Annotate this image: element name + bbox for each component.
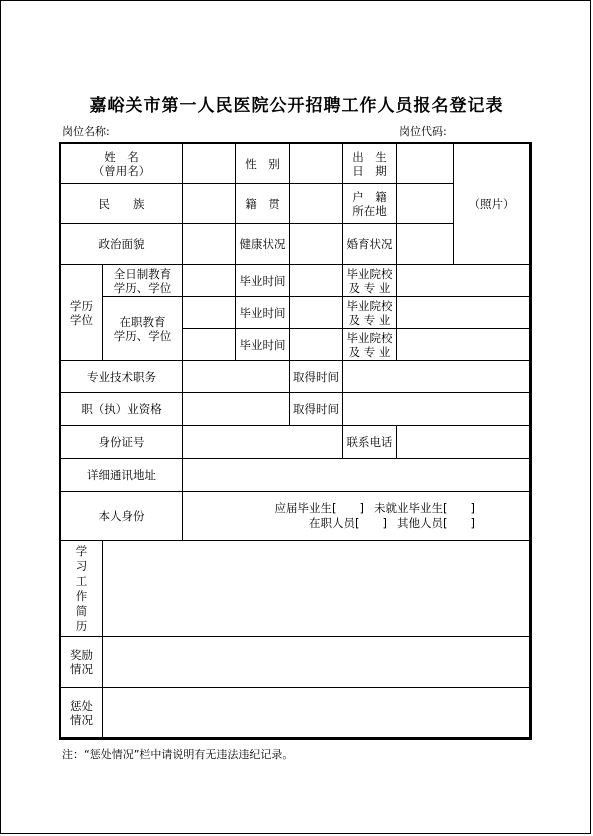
label-marital: 婚育状况 [343, 224, 397, 265]
field-name[interactable] [183, 144, 236, 184]
field-resume[interactable] [103, 541, 530, 637]
label-birth: 出 生 日 期 [343, 144, 397, 184]
label-identity: 本人身份 [61, 492, 183, 541]
field-grad-time-1[interactable] [290, 265, 343, 297]
field-fulltime-degree[interactable] [183, 265, 236, 297]
field-title-post[interactable] [183, 361, 290, 393]
label-political: 政治面貌 [61, 224, 183, 265]
field-gender[interactable] [290, 144, 343, 184]
label-inservice-edu: 在职教育 学历、学位 [103, 297, 183, 361]
field-political[interactable] [183, 224, 236, 265]
label-resume: 学 习 工 作 简 历 [61, 541, 103, 637]
label-native: 籍 贯 [236, 184, 290, 224]
field-school-major-3[interactable] [397, 329, 530, 361]
photo-box: （照片） [454, 144, 530, 265]
label-name: 姓 名 （曾用名） [61, 144, 183, 184]
label-qualification: 职（执）业资格 [61, 393, 183, 426]
field-inservice-degree-1[interactable] [183, 297, 236, 329]
label-hukou: 户 籍 所在地 [343, 184, 397, 224]
option-unemployed-graduate[interactable]: 未就业毕业生[ ] [374, 501, 475, 515]
label-grad-time-1: 毕业时间 [236, 265, 290, 297]
label-school-major-1: 毕业院校 及 专 业 [343, 265, 397, 297]
field-qualification[interactable] [183, 393, 290, 426]
label-penalty: 惩处 情况 [61, 688, 103, 738]
label-ethnicity: 民 族 [61, 184, 183, 224]
field-health[interactable] [290, 224, 343, 265]
field-ethnicity[interactable] [183, 184, 236, 224]
label-id-number: 身份证号 [61, 426, 183, 459]
field-native[interactable] [290, 184, 343, 224]
position-name-label: 岗位名称: [62, 125, 110, 138]
field-school-major-1[interactable] [397, 265, 530, 297]
field-school-major-2[interactable] [397, 297, 530, 329]
field-hukou[interactable] [397, 184, 454, 224]
option-other[interactable]: 其他人员[ ] [397, 516, 475, 530]
label-school-major-3: 毕业院校 及 专 业 [343, 329, 397, 361]
label-title-post: 专业技术职务 [61, 361, 183, 393]
option-employed[interactable]: 在职人员[ ] [309, 516, 388, 530]
label-health: 健康状况 [236, 224, 290, 265]
footnote: 注：“惩处情况”栏中请说明有无违法违纪记录。 [62, 748, 294, 761]
label-awards: 奖励 情况 [61, 637, 103, 688]
field-phone[interactable] [397, 426, 530, 459]
field-obtain-time-2[interactable] [343, 393, 530, 426]
identity-options [183, 492, 530, 541]
field-grad-time-3[interactable] [290, 329, 343, 361]
label-gender: 性 别 [236, 144, 290, 184]
field-address[interactable] [183, 459, 530, 492]
label-address: 详细通讯地址 [61, 459, 183, 492]
field-obtain-time-1[interactable] [343, 361, 530, 393]
option-fresh-graduate[interactable]: 应届毕业生[ ] [274, 501, 365, 515]
position-code-label: 岗位代码: [399, 125, 447, 138]
field-penalty[interactable] [103, 688, 530, 738]
field-birth[interactable] [397, 144, 454, 184]
label-obtain-time-2: 取得时间 [290, 393, 343, 426]
field-inservice-degree-2[interactable] [183, 329, 236, 361]
label-grad-time-2: 毕业时间 [236, 297, 290, 329]
label-fulltime-edu: 全日制教育 学历、学位 [103, 265, 183, 297]
label-obtain-time-1: 取得时间 [290, 361, 343, 393]
field-id-number[interactable] [183, 426, 343, 459]
label-school-major-2: 毕业院校 及 专 业 [343, 297, 397, 329]
label-phone: 联系电话 [343, 426, 397, 459]
form-title: 嘉峪关市第一人民医院公开招聘工作人员报名登记表 [89, 96, 504, 116]
field-grad-time-2[interactable] [290, 297, 343, 329]
label-education: 学历 学位 [61, 265, 103, 361]
field-marital[interactable] [397, 224, 454, 265]
field-awards[interactable] [103, 637, 530, 688]
label-grad-time-3: 毕业时间 [236, 329, 290, 361]
